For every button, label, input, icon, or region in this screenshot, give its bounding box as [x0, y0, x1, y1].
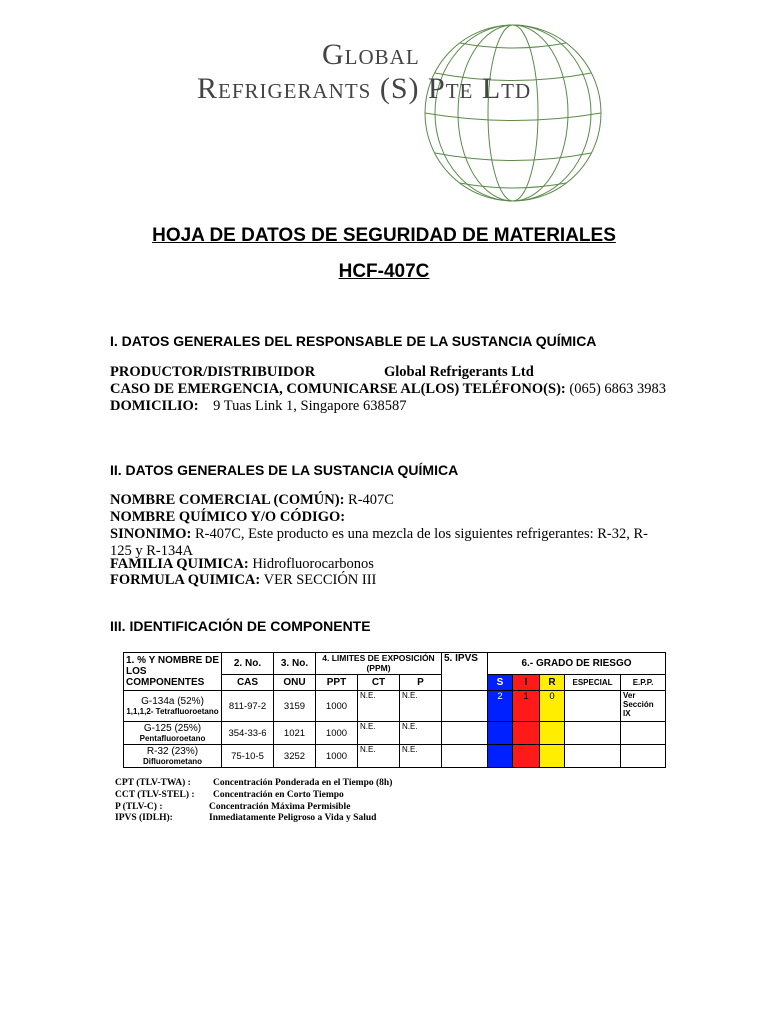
formula-row — [110, 572, 376, 589]
family-row — [110, 556, 374, 573]
ct-cell: N.E. — [358, 691, 400, 722]
emergency-label: CASO DE EMERGENCIA, COMUNICARSE AL(LOS) TELÉFONO(S): — [110, 381, 566, 397]
legend-abbr: CCT (TLV-STEL) : — [115, 790, 195, 800]
component-name: G-125 (25%) — [143, 722, 202, 734]
legend-item — [115, 813, 377, 823]
p-cell: N.E. — [400, 722, 442, 745]
header-components: 1. % Y NOMBRE DE LOS COMPONENTES — [124, 653, 222, 691]
family-value: Hidrofluorocarbonos — [252, 556, 374, 572]
p-cell: N.E. — [400, 745, 442, 768]
subheader-onu: ONU — [274, 674, 316, 691]
cas-cell: 354-33-6 — [222, 722, 274, 745]
ct-cell: N.E. — [358, 722, 400, 745]
address-label: DOMICILIO: — [110, 398, 199, 414]
subheader-p: P — [400, 674, 442, 691]
synonym-value: R-407C, Este producto es una mezcla de los siguientes refrigerantes: R-32, R-125 y R-134A — [110, 526, 649, 559]
formula-value: VER SECCIÓN III — [263, 572, 377, 588]
header-exposure-limits: 4. LIMITES DE EXPOSICIÓN (PPM) — [316, 653, 442, 675]
onu-cell: 1021 — [274, 722, 316, 745]
legend-item — [115, 778, 393, 788]
formula-label: FORMULA QUIMICA: — [110, 572, 261, 588]
component-name: R-32 (23%) — [146, 745, 199, 757]
legend-item — [115, 802, 351, 812]
cas-cell: 811-97-2 — [222, 691, 274, 722]
section3-heading: III. IDENTIFICACIÓN DE COMPONENTE — [110, 618, 371, 634]
trade-name-label: NOMBRE COMERCIAL (COMÚN): — [110, 492, 345, 508]
company-name-line2: Refrigerants (S) Pte Ltd — [197, 72, 532, 105]
epp-cell — [621, 745, 666, 768]
r-value: 0 — [540, 691, 565, 722]
product-code: HCF-407C — [338, 261, 430, 282]
ipvs-cell — [442, 745, 488, 768]
company-name-line1: Global — [322, 38, 420, 71]
legend-abbr: P (TLV-C) : — [115, 802, 163, 812]
section1-heading: I. DATOS GENERALES DEL RESPONSABLE DE LA SUSTANCIA QUÍMICA — [110, 333, 597, 349]
ppt-cell: 1000 — [316, 691, 358, 722]
legend-desc: Concentración en Corto Tiempo — [213, 790, 344, 800]
subheader-especial: ESPECIAL — [565, 674, 621, 691]
components-table — [123, 652, 666, 768]
legend-desc: Concentración Ponderada en el Tiempo (8h) — [213, 778, 393, 788]
onu-cell: 3252 — [274, 745, 316, 768]
i-fill — [513, 745, 540, 768]
i-value: 1 — [513, 691, 540, 722]
component-chemical: Pentafluoroetano — [139, 733, 206, 743]
header-risk-grade: 6.- GRADO DE RIESGO — [488, 653, 666, 675]
component-chemical: 1,1,1,2- Tetrafluoroetano — [126, 706, 219, 716]
ct-cell: N.E. — [358, 745, 400, 768]
trade-name-row — [110, 492, 394, 509]
legend-abbr: IPVS (IDLH): — [115, 813, 173, 823]
emergency-phone: (065) 6863 3983 — [569, 381, 667, 397]
table-row — [124, 691, 666, 722]
globe-logo-icon — [405, 18, 620, 208]
subheader-r: R — [540, 674, 565, 691]
onu-cell: 3159 — [274, 691, 316, 722]
component-chemical: Difluorometano — [142, 756, 203, 766]
trade-name-value: R-407C — [348, 492, 394, 508]
table-row — [124, 745, 666, 768]
i-fill — [513, 722, 540, 745]
header-ipvs: 5. IPVS — [442, 653, 488, 691]
header-onu-no: 3. No. — [274, 653, 316, 675]
ppt-cell: 1000 — [316, 722, 358, 745]
family-label: FAMILIA QUIMICA: — [110, 556, 249, 572]
address-value: 9 Tuas Link 1, Singapore 638587 — [213, 398, 407, 414]
s-value: 2 — [488, 691, 513, 722]
subheader-i: I — [513, 674, 540, 691]
ipvs-cell — [442, 722, 488, 745]
subheader-ppt: PPT — [316, 674, 358, 691]
subheader-epp: E.P.P. — [621, 674, 666, 691]
chem-name-label: NOMBRE QUÍMICO Y/O CÓDIGO: — [110, 509, 346, 525]
producer-label: PRODUCTOR/DISTRIBUIDOR — [110, 364, 316, 380]
subheader-ct: CT — [358, 674, 400, 691]
r-fill — [540, 745, 565, 768]
cas-cell: 75-10-5 — [222, 745, 274, 768]
legend-abbr: CPT (TLV-TWA) : — [115, 778, 191, 788]
ppt-cell: 1000 — [316, 745, 358, 768]
s-fill — [488, 722, 513, 745]
especial-cell — [565, 745, 621, 768]
chem-name-row — [110, 509, 345, 526]
especial-cell — [565, 691, 621, 722]
component-name: G-134a (52%) — [141, 695, 204, 707]
s-fill — [488, 745, 513, 768]
subheader-s: S — [488, 674, 513, 691]
especial-cell — [565, 722, 621, 745]
epp-cell — [621, 722, 666, 745]
subheader-cas: CAS — [222, 674, 274, 691]
header-cas-no: 2. No. — [222, 653, 274, 675]
address-row — [110, 398, 406, 415]
producer-value: Global Refrigerants Ltd — [384, 364, 534, 380]
p-cell: N.E. — [400, 691, 442, 722]
section2-heading: II. DATOS GENERALES DE LA SUSTANCIA QUÍMICA — [110, 462, 459, 478]
emergency-row — [110, 381, 666, 398]
ipvs-cell — [442, 691, 488, 722]
legend-item — [115, 790, 344, 800]
legend-desc: Inmediatamente Peligroso a Vida y Salud — [209, 813, 377, 823]
synonym-row — [110, 526, 665, 560]
r-fill — [540, 722, 565, 745]
document-title: HOJA DE DATOS DE SEGURIDAD DE MATERIALES — [152, 225, 616, 246]
synonym-label: SINONIMO: — [110, 526, 192, 542]
table-row — [124, 722, 666, 745]
epp-value: Ver Sección IX — [621, 691, 666, 722]
legend-desc: Concentración Máxima Permisible — [209, 802, 351, 812]
producer-row — [110, 364, 315, 381]
